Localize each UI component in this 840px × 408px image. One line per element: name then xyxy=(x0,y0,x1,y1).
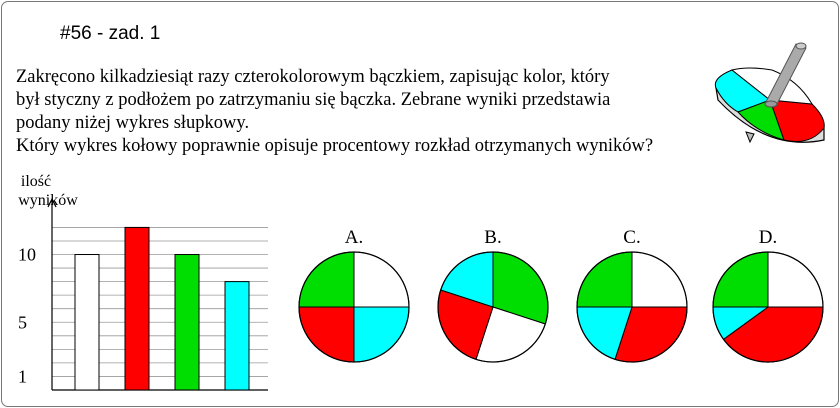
bar xyxy=(175,255,199,390)
problem-line-1: Zakręcono kilkadziesiąt razy czterokolorowym bączkiem, zapisując kolor, który xyxy=(16,67,610,87)
bar xyxy=(125,227,149,390)
problem-line-2: był styczny z podłożem po zatrzymaniu się bączka. Zebrane wyniki przedstawia xyxy=(16,90,611,110)
pie-slice xyxy=(299,307,354,362)
pie-slice xyxy=(768,252,823,307)
pie-slice xyxy=(299,252,354,307)
pie-chart-b xyxy=(438,227,548,362)
pie-slice xyxy=(354,307,409,362)
y-tick-label: 5 xyxy=(18,312,27,333)
pie-label: C. xyxy=(623,227,641,248)
problem-line-3: podany niżej wykres słupkowy. xyxy=(16,113,250,133)
pie-chart-c xyxy=(577,227,687,362)
pie-label: B. xyxy=(484,227,502,248)
pie-slice xyxy=(713,252,768,307)
pie-slice xyxy=(354,252,409,307)
bar-chart-ylabel-line1: ilość xyxy=(20,173,52,190)
pie-label: A. xyxy=(344,227,364,248)
pie-label: D. xyxy=(758,227,778,248)
problem-line-4: Który wykres kołowy poprawnie opisuje procentowy rozkład otrzymanych wyników? xyxy=(16,136,654,156)
pie-chart-d xyxy=(713,227,823,362)
pie-charts xyxy=(299,227,823,362)
bar-chart xyxy=(18,173,268,390)
bar xyxy=(75,255,99,390)
bar xyxy=(225,282,249,390)
bar-chart-ylabel-line2: wyników xyxy=(18,192,78,209)
pie-chart-a xyxy=(299,227,409,362)
pie-slice xyxy=(632,252,687,307)
y-tick-label: 1 xyxy=(18,366,27,387)
pie-slice xyxy=(577,252,632,307)
task-number: #56 - zad. 1 xyxy=(60,23,161,44)
y-tick-label: 10 xyxy=(18,244,36,265)
